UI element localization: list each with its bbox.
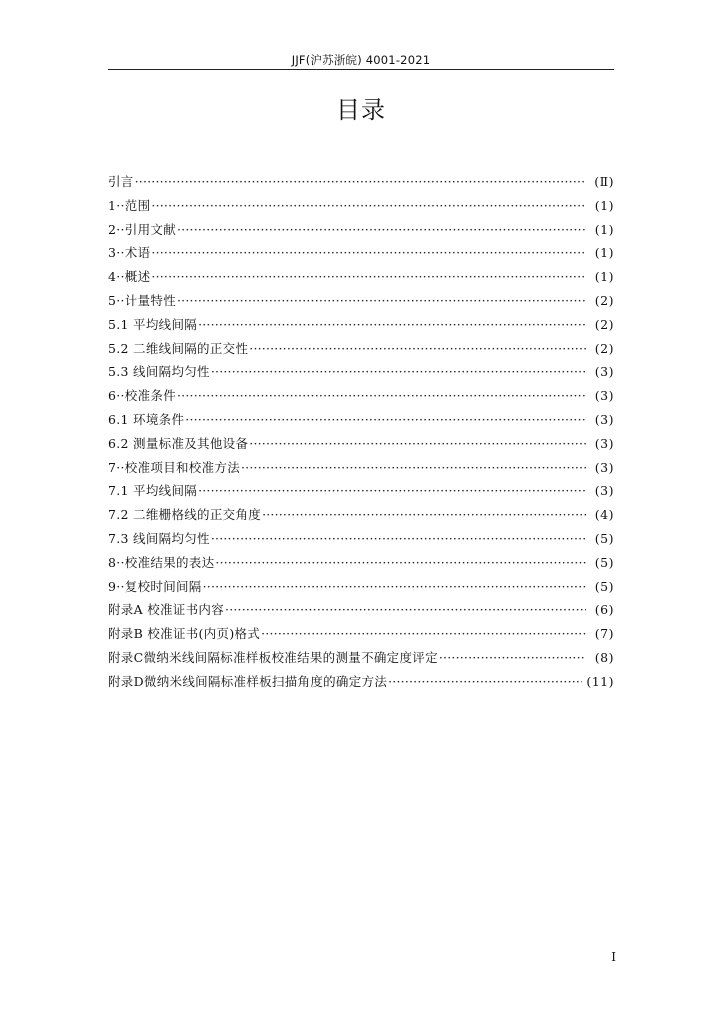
toc-leader-dots xyxy=(177,388,586,403)
toc-leader-dots xyxy=(177,222,586,237)
toc-entry[interactable] xyxy=(108,267,614,291)
toc-entry-page: (2) xyxy=(594,292,614,308)
toc-entry-page: (2) xyxy=(594,316,614,332)
toc-entry[interactable] xyxy=(108,577,614,601)
document-header-code: JJF(沪苏浙皖) 4001-2021 xyxy=(291,53,431,67)
toc-entry-label: 6.1 环境条件 xyxy=(108,411,185,427)
toc-entry[interactable] xyxy=(108,529,614,553)
toc-entry[interactable] xyxy=(108,362,614,386)
toc-entry-label: 6.2 测量标准及其他设备 xyxy=(108,435,249,451)
toc-entry-label: 附录A 校准证书内容 xyxy=(108,602,225,618)
toc-entry-label: 6··校准条件 xyxy=(108,388,176,404)
toc-leader-dots xyxy=(185,412,586,427)
toc-entry-page: (1) xyxy=(594,197,614,213)
toc-leader-dots xyxy=(215,555,586,570)
toc-entry-page: (5) xyxy=(594,578,614,594)
toc-entry-label: 1··范围 xyxy=(108,197,151,213)
toc-entry-page: (1) xyxy=(594,269,614,285)
toc-entry-label: 7.1 平均线间隔 xyxy=(108,483,198,499)
toc-entry-page: (3) xyxy=(594,411,614,427)
toc-leader-dots xyxy=(261,626,586,641)
toc-entry-page: (1) xyxy=(594,245,614,261)
toc-entry[interactable] xyxy=(108,648,614,672)
toc-leader-dots xyxy=(177,293,586,308)
toc-entry-label: 5··计量特性 xyxy=(108,292,176,308)
toc-entry-page: (3) xyxy=(594,388,614,404)
toc-leader-dots xyxy=(388,674,582,689)
toc-leader-dots xyxy=(225,602,586,617)
toc-entry[interactable] xyxy=(108,481,614,505)
toc-entry-label: 4··概述 xyxy=(108,269,151,285)
toc-entry-page: (3) xyxy=(594,364,614,380)
toc-entry[interactable] xyxy=(108,410,614,434)
toc-entry[interactable] xyxy=(108,672,614,696)
toc-leader-dots xyxy=(203,579,586,594)
toc-entry[interactable] xyxy=(108,291,614,315)
toc-entry[interactable] xyxy=(108,220,614,244)
toc-entry-label: 附录B 校准证书(内页)格式 xyxy=(108,626,261,642)
toc-entry-label: 7··校准项目和校准方法 xyxy=(108,459,240,475)
toc-leader-dots xyxy=(151,245,586,260)
toc-entry-page: (11) xyxy=(586,673,614,689)
toc-entry-page: (6) xyxy=(594,602,614,618)
toc-entry[interactable] xyxy=(108,505,614,529)
toc-entry[interactable] xyxy=(108,624,614,648)
toc-entry-label: 7.2 二维栅格线的正交角度 xyxy=(108,507,262,523)
toc-leader-dots xyxy=(151,269,586,284)
toc-entry-label: 7.3 线间隔均匀性 xyxy=(108,530,210,546)
toc-entry[interactable] xyxy=(108,553,614,577)
toc-entry-page: (Ⅱ) xyxy=(594,174,614,189)
footer-page-number: I xyxy=(611,950,616,964)
toc-entry-page: (5) xyxy=(594,530,614,546)
toc-leader-dots xyxy=(198,483,586,498)
toc-leader-dots xyxy=(241,460,586,475)
toc-entry-label: 2··引用文献 xyxy=(108,221,176,237)
toc-entry[interactable] xyxy=(108,243,614,267)
toc-entry-page: (3) xyxy=(594,435,614,451)
toc-entry-page: (1) xyxy=(594,221,614,237)
toc-entry-page: (3) xyxy=(594,483,614,499)
toc-entry-page: (2) xyxy=(594,340,614,356)
toc-entry[interactable] xyxy=(108,600,614,624)
toc-entry-label: 附录C微纳米线间隔标准样板校准结果的测量不确定度评定 xyxy=(108,649,438,665)
toc-entry-label: 5.2 二维线间隔的正交性 xyxy=(108,340,249,356)
toc-entry-label: 9··复校时间间隔 xyxy=(108,578,202,594)
toc-entry-label: 引言 xyxy=(108,174,134,189)
toc-entry-page: (8) xyxy=(594,649,614,665)
header-divider xyxy=(108,69,614,70)
toc-entry-page: (3) xyxy=(594,459,614,475)
toc-entry[interactable] xyxy=(108,434,614,458)
toc-leader-dots xyxy=(135,174,586,189)
toc-entry-label: 8··校准结果的表达 xyxy=(108,554,215,570)
table-of-contents xyxy=(108,172,614,696)
toc-entry[interactable] xyxy=(108,339,614,363)
page-title: 目录 xyxy=(336,96,386,124)
toc-leader-dots xyxy=(439,650,586,665)
toc-leader-dots xyxy=(249,436,586,451)
toc-leader-dots xyxy=(151,198,586,213)
toc-entry[interactable] xyxy=(108,315,614,339)
toc-leader-dots xyxy=(249,341,586,356)
toc-entry[interactable] xyxy=(108,386,614,410)
toc-entry-page: (4) xyxy=(594,507,614,523)
toc-entry-page: (7) xyxy=(594,626,614,642)
toc-entry[interactable] xyxy=(108,458,614,482)
toc-leader-dots xyxy=(262,507,586,522)
toc-entry[interactable] xyxy=(108,196,614,220)
toc-leader-dots xyxy=(211,531,586,546)
toc-entry-label: 附录D微纳米线间隔标准样板扫描角度的确定方法 xyxy=(108,673,388,689)
toc-entry-page: (5) xyxy=(594,554,614,570)
toc-entry-label: 5.3 线间隔均匀性 xyxy=(108,364,210,380)
toc-entry-label: 5.1 平均线间隔 xyxy=(108,316,198,332)
toc-entry-label: 3··术语 xyxy=(108,245,151,261)
toc-entry[interactable] xyxy=(108,172,614,196)
toc-leader-dots xyxy=(211,364,586,379)
toc-leader-dots xyxy=(198,317,586,332)
